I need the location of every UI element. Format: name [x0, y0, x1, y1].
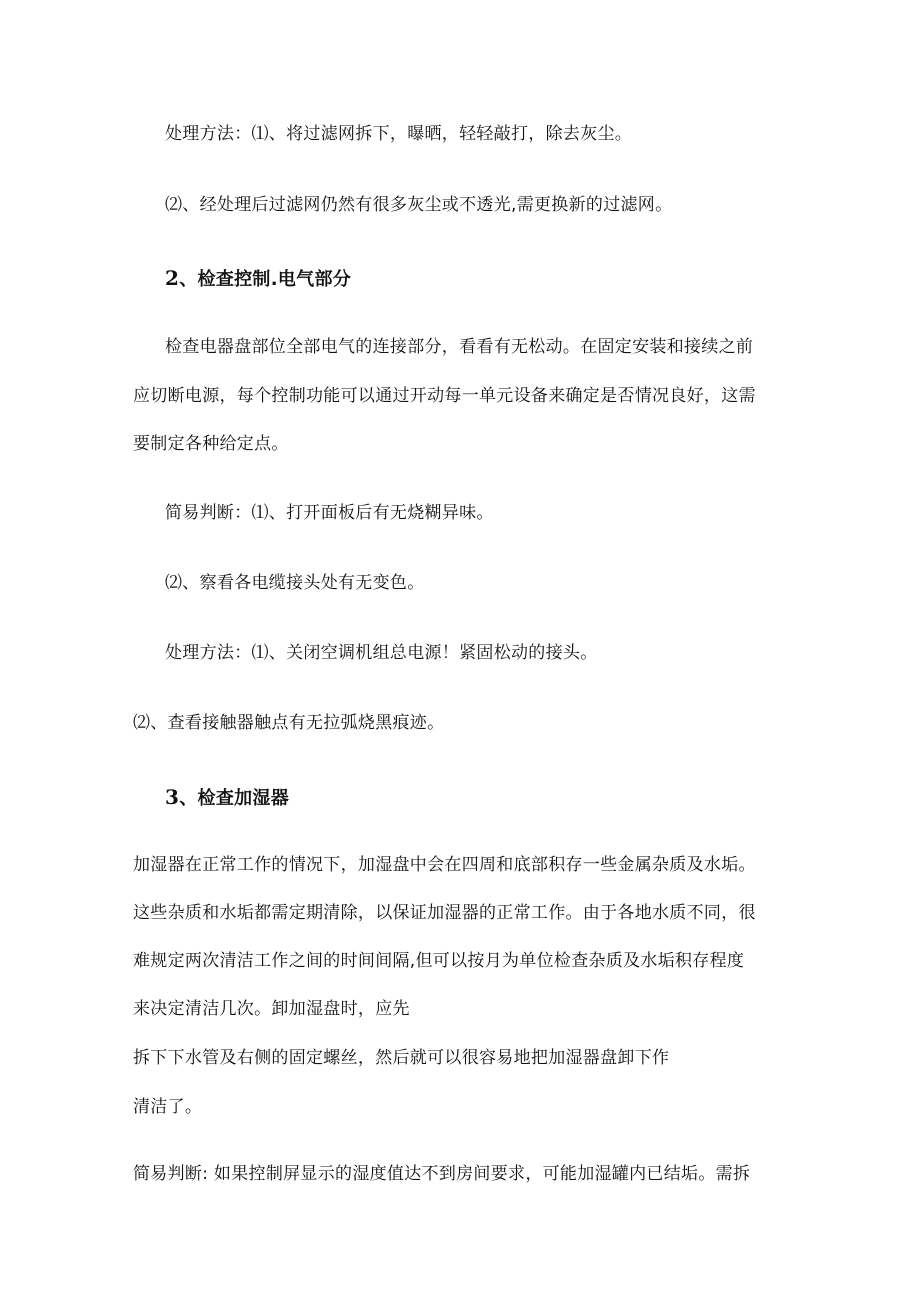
- section3-heading-number: 3: [165, 785, 180, 809]
- section3-heading: [165, 785, 289, 811]
- section2-judge-1: 简易判断：⑴、打开面板后有无烧糊异味。: [165, 503, 494, 523]
- section2-method-2: ⑵、查看接触器触点有无拉弧烧黑痕迹。: [133, 713, 445, 733]
- section2-heading-text: 、检查控制.电气部分: [179, 269, 352, 290]
- section2-para-line: 应切断电源，每个控制功能可以通过开动每一单元设备来确定是否情况良好，这需: [133, 386, 756, 406]
- section2-heading-number: 2: [165, 266, 180, 290]
- section2-heading: [165, 266, 351, 292]
- section3-judge: 简易判断: 如果控制屏显示的湿度值达不到房间要求，可能加湿罐内已结垢。需拆: [133, 1164, 751, 1184]
- section2-para-line: 检查电器盘部位全部电气的连接部分，看看有无松动。在固定安装和接续之前: [165, 337, 754, 357]
- section3-para-line: 加湿器在正常工作的情况下，加湿盘中会在四周和底部积存一些金属杂质及水垢。: [133, 855, 756, 875]
- section2-method-1: 处理方法：⑴、关闭空调机组总电源！紧固松动的接头。: [165, 643, 598, 663]
- section2-para-line: 要制定各种给定点。: [133, 434, 289, 454]
- section3-para-line: 难规定两次清洁工作之间的时间间隔,但可以按月为单位检查杂质及水垢积存程度: [133, 951, 745, 971]
- section1-method-2: ⑵、经处理后过滤网仍然有很多灰尘或不透光,需更换新的过滤网。: [165, 195, 673, 215]
- section2-judge-2: ⑵、察看各电缆接头处有无变色。: [165, 573, 425, 593]
- section3-para-line: 拆下下水管及右侧的固定螺丝，然后就可以很容易地把加湿器盘卸下作: [133, 1048, 670, 1068]
- section3-heading-text: 、检查加湿器: [179, 788, 290, 809]
- section1-method-1: 处理方法：⑴、将过滤网拆下，曝晒，轻轻敲打，除去灰尘。: [165, 124, 633, 144]
- section3-para-line: 这些杂质和水垢都需定期清除，以保证加湿器的正常工作。由于各地水质不同，很: [133, 903, 756, 923]
- section3-para-line: 清洁了。: [133, 1097, 203, 1117]
- section3-para-line: 来决定清洁几次。卸加湿盘时，应先: [133, 999, 410, 1019]
